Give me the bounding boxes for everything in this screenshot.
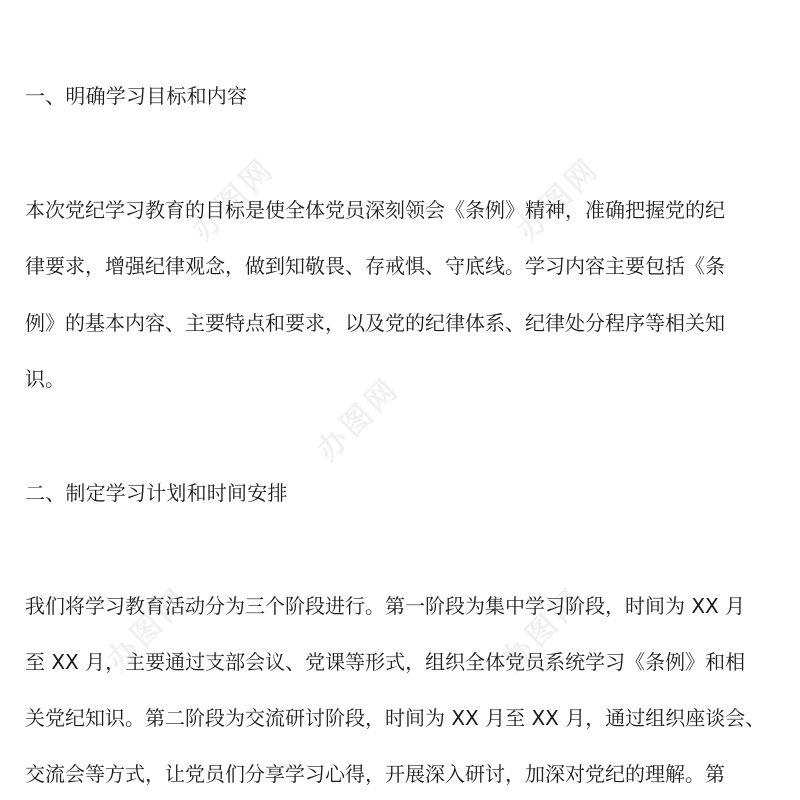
paragraph-line: 律要求，增强纪律观念，做到知敬畏、存戒惧、守底线。学习内容主要包括《条: [25, 254, 725, 278]
section-heading-1: 一、明确学习目标和内容: [25, 84, 248, 108]
paragraph-line: 我们将学习教育活动分为三个阶段进行。第一阶段为集中学习阶段，时间为 XX 月: [25, 594, 746, 618]
paragraph-line: 识。: [25, 367, 65, 391]
watermark: 办图网: [510, 151, 607, 248]
watermark: 办图网: [310, 371, 407, 468]
section-heading-2: 二、制定学习计划和时间安排: [25, 481, 288, 505]
paragraph-line: 例》的基本内容、主要特点和要求，以及党的纪律体系、纪律处分程序等相关知: [25, 311, 725, 335]
watermark: 办图网: [185, 151, 282, 248]
watermark: 办图网: [495, 581, 592, 678]
paragraph-line: 至 XX 月，主要通过支部会议、党课等形式，组织全体党员系统学习《条例》和相: [25, 650, 746, 674]
watermark: 办图网: [100, 581, 197, 678]
paragraph-line: 关党纪知识。第二阶段为交流研讨阶段，时间为 XX 月至 XX 月，通过组织座谈会、: [25, 706, 766, 730]
paragraph-line: 交流会等方式，让党员们分享学习心得，开展深入研讨，加深对党纪的理解。第: [25, 762, 725, 786]
paragraph-line: 本次党纪学习教育的目标是使全体党员深刻领会《条例》精神，准确把握党的纪: [25, 198, 725, 222]
